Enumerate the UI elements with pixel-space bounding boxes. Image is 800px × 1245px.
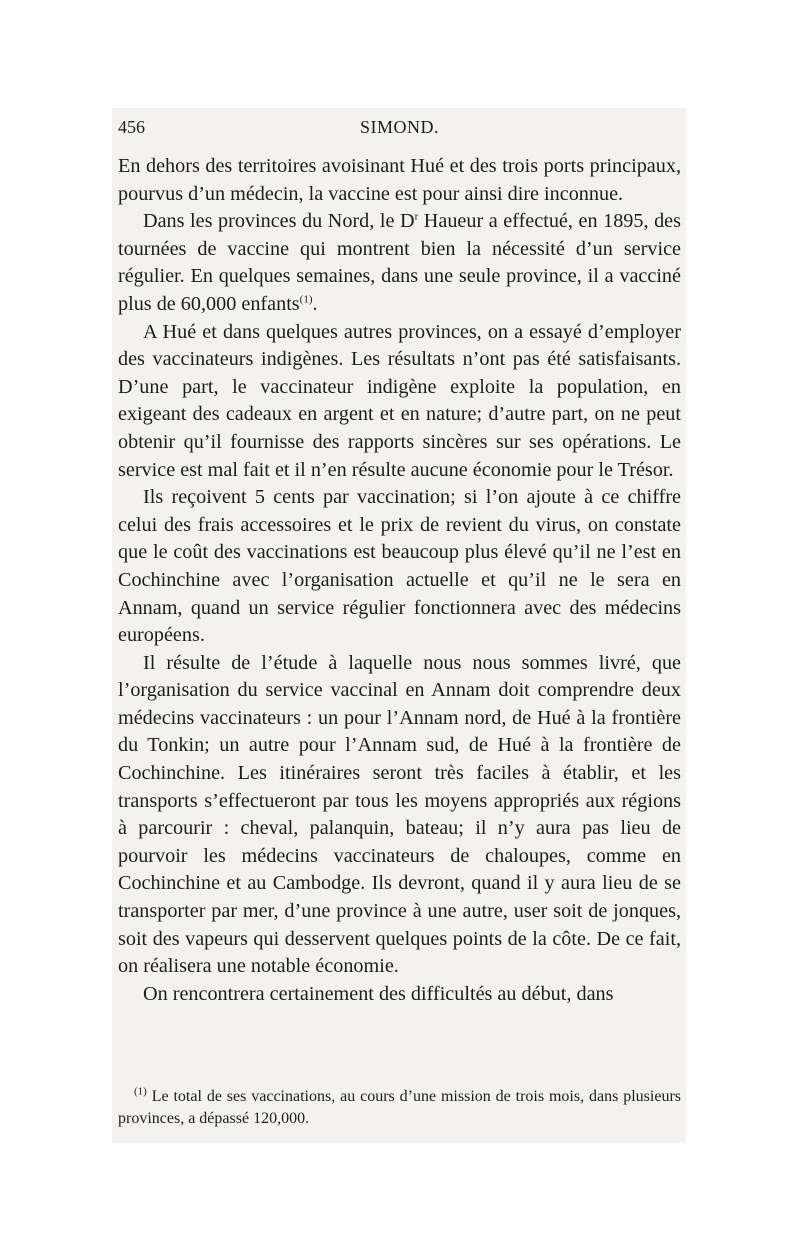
paragraph-2-middle: Haueur a effectué, en 1895, des tournées de vaccine qui montrent bien la nécessité d’un service régulier. En quelques semaines, dans une seule province, il a vacciné plus de 60,000 enfants	[118, 210, 681, 315]
running-head: SIMOND.	[359, 117, 439, 137]
doctor-abbrev-superscript: r	[414, 210, 419, 223]
paragraph-4: Ils reçoivent 5 cents par vaccination; si l’on ajoute à ce chiffre celui des frais accessoires et le prix de revient du virus, on constate que le coût des vaccinations est beaucoup plus élevé qu’il ne l’est en Cochinchine avec l’organisation actuelle et qu’il ne le sera en Annam, quand un service régulier fonctionnera avec des médecins européens.	[118, 486, 681, 647]
paragraph-1: En dehors des territoires avoisinant Hué et des trois ports principaux, pourvus d’un médecin, la vaccine est pour ainsi dire inconnue.	[118, 155, 681, 205]
footnote	[118, 1086, 681, 1130]
paragraph-3: A Hué et dans quelques autres provinces, on a essayé d’employer des vaccinateurs indigènes. Les résultats n’ont pas été satisfaisants. D’une part, le vaccinateur indigène exploite la population, en exigeant des cadeaux en argent et en nature; d’autre part, on ne peut obtenir qu’il fournisse des rapports sincères sur ses opérations. Le service est mal fait et il n’en résulte aucune économie pour le Trésor.	[118, 320, 681, 481]
footnote-text: Le total de ses vaccinations, au cours d’une mission de trois mois, dans plusieurs provinces, a dépassé 120,000.	[118, 1088, 681, 1127]
paragraph-2	[118, 208, 681, 318]
paragraph-2-end: .	[312, 292, 318, 315]
footnote-reference: (1)	[299, 293, 313, 306]
body-text	[118, 153, 681, 1008]
page-header	[118, 117, 681, 143]
footnote-marker: (1)	[134, 1085, 147, 1098]
paragraph-2-start: Dans les provinces du Nord, le D	[143, 210, 415, 233]
page-number: 456	[118, 117, 145, 137]
paragraph-5: Il résulte de l’étude à laquelle nous nous sommes livré, que l’organisation du service vaccinal en Annam doit comprendre deux médecins vaccinateurs : un pour l’Annam nord, de Hué à la frontière du Tonkin; un autre pour l’Annam sud, de Hué à la frontière de Cochinchine. Les itinéraires seront très faciles à établir, et les transports s’effectueront par tous les moyens appropriés aux régions à parcourir : cheval, palanquin, bateau; il n’y aura pas lieu de pourvoir les médecins vaccinateurs de chaloupes, comme en Cochinchine et au Cambodge. Ils devront, quand il y aura lieu de se transporter par mer, d’une province à une autre, user soit de jonques, soit des vapeurs qui desservent quelques points de la côte. De ce fait, on réalisera une notable économie.	[118, 651, 681, 978]
paragraph-6: On rencontrera certainement des difficultés au début, dans	[143, 982, 614, 1005]
